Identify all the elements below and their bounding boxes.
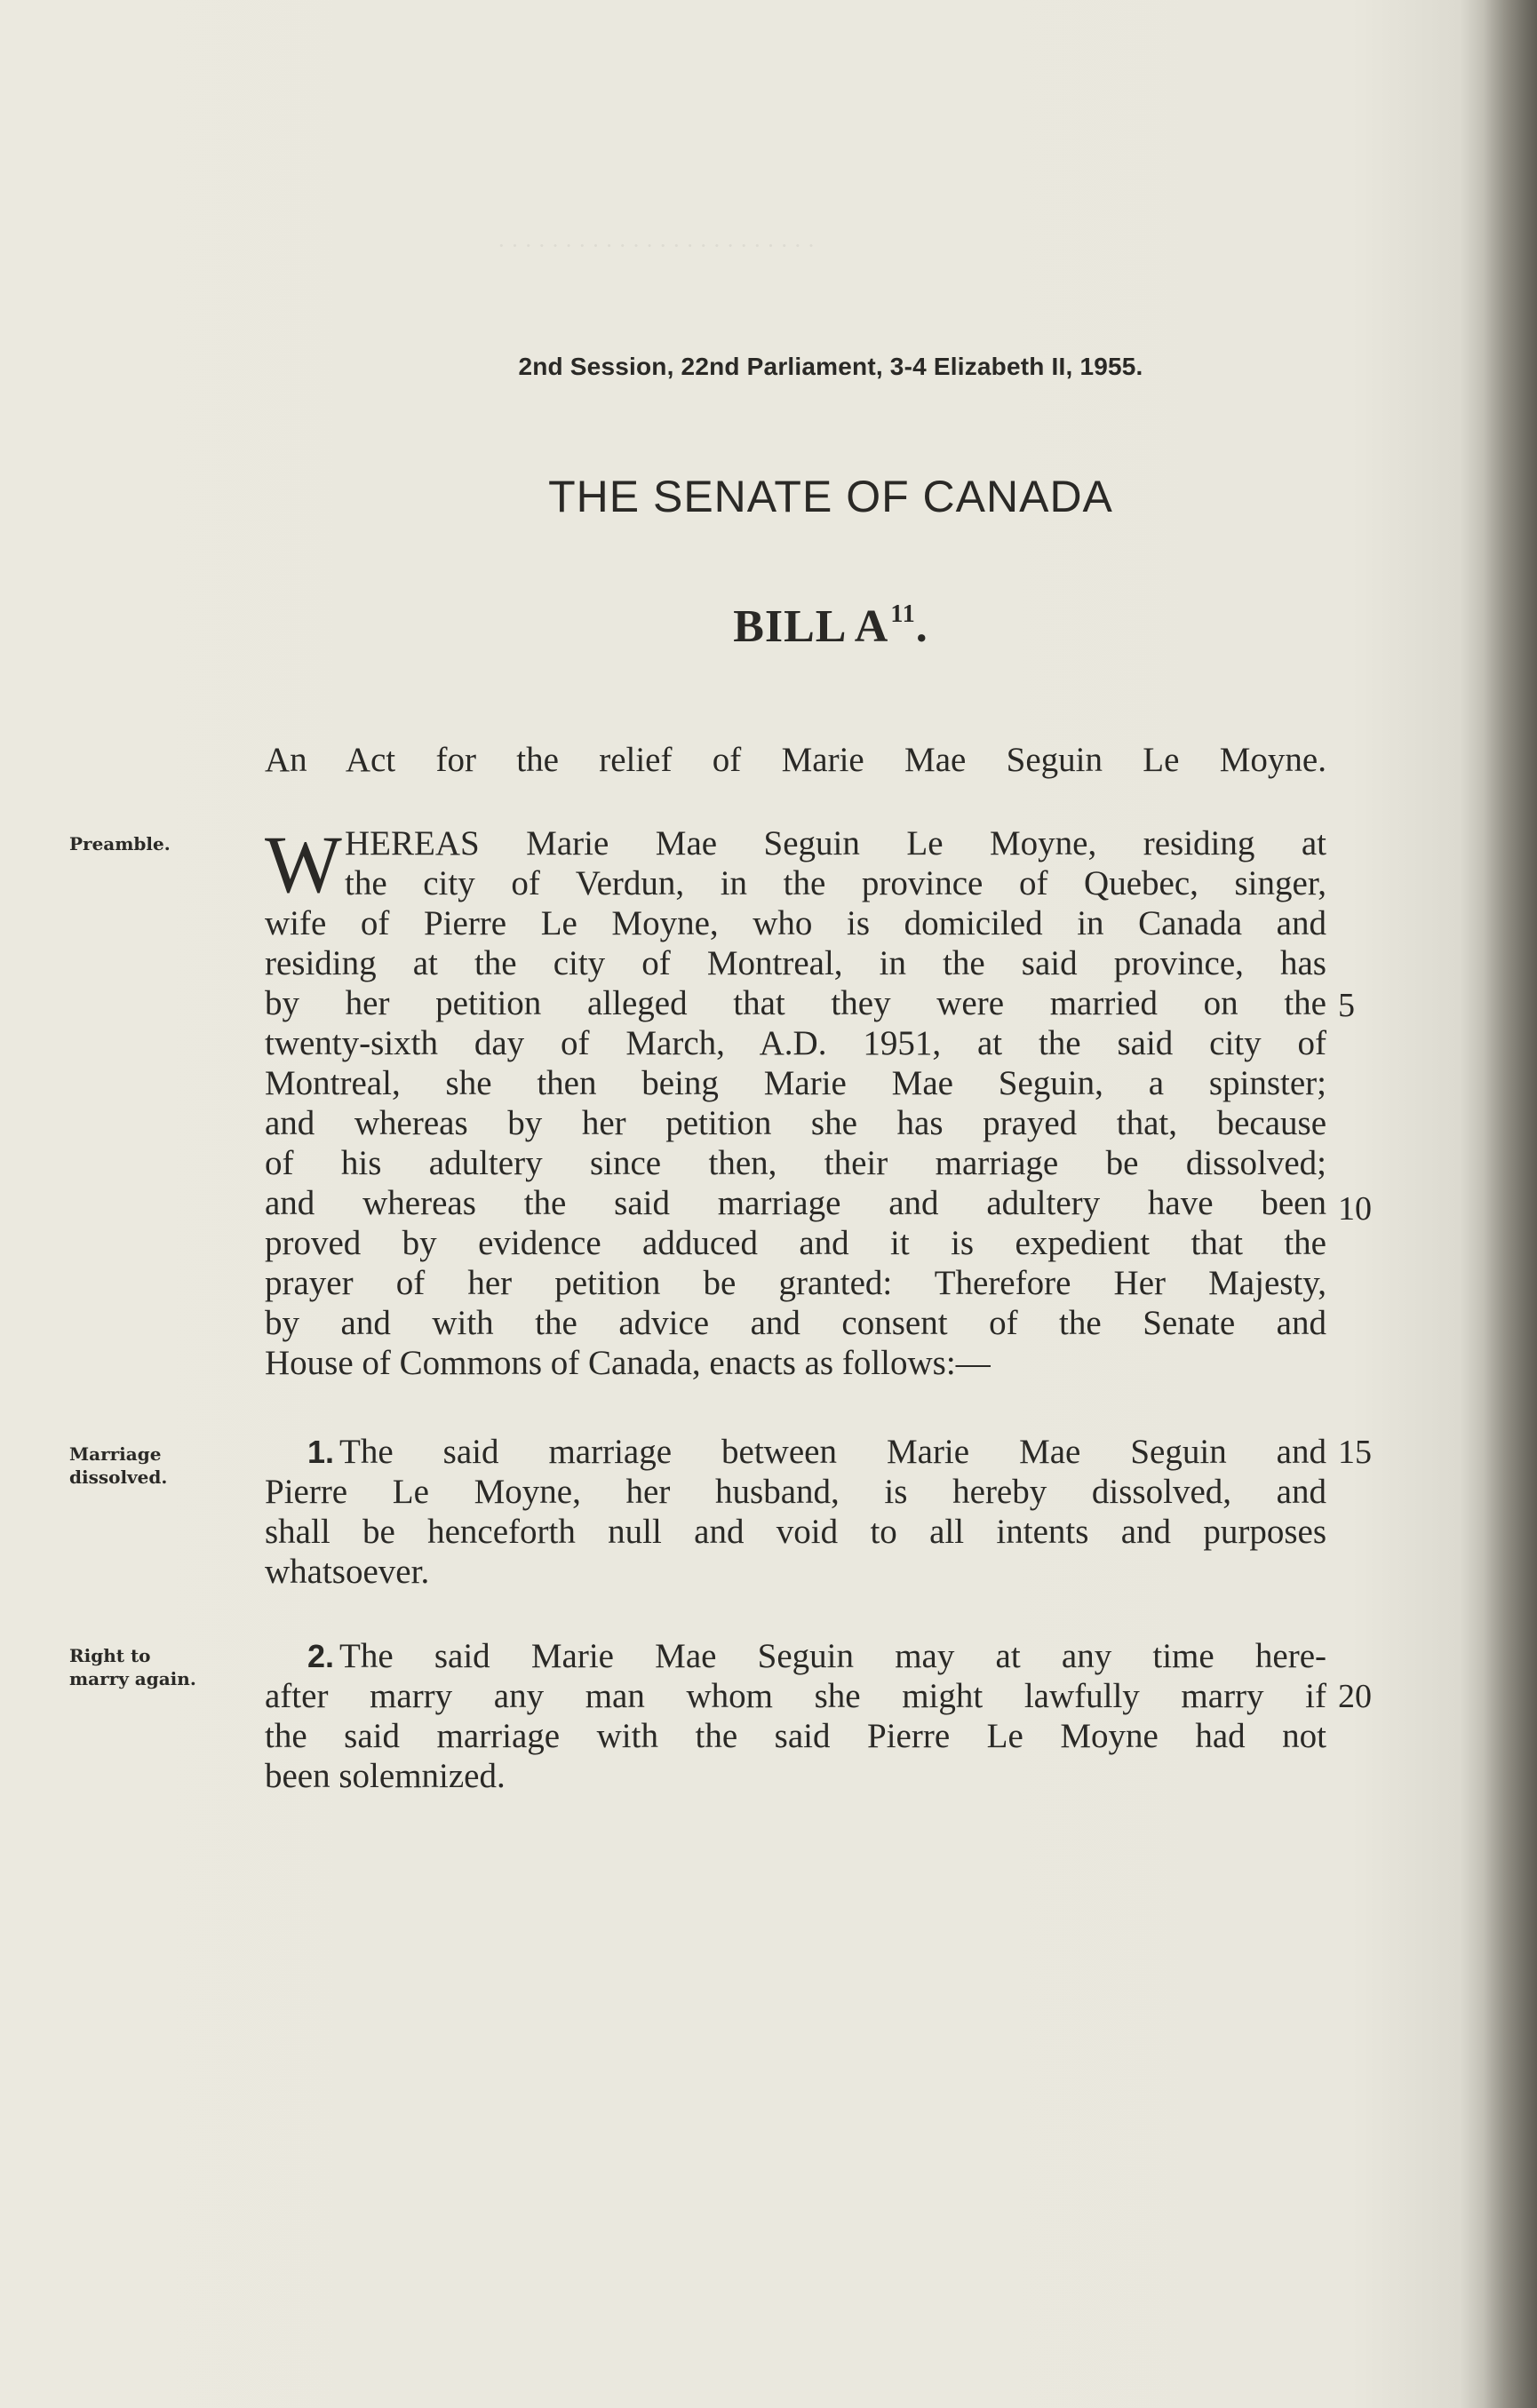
- bill-superscript: 11: [890, 600, 916, 628]
- margin-note-preamble: [69, 832, 247, 855]
- bill-number: [267, 600, 1395, 653]
- preamble-line: of his adultery since then, their marriage be dissolved;: [265, 1144, 1326, 1182]
- section-number: 1.: [307, 1434, 335, 1470]
- chamber-heading: THE SENATE OF CANADA: [548, 472, 1113, 521]
- preamble-line: residing at the city of Montreal, in the said province, has: [265, 944, 1326, 982]
- line-number: 15: [1338, 1434, 1372, 1471]
- preamble-line: and whereas the said marriage and adultery have been: [265, 1184, 1326, 1222]
- bill-period: .: [915, 601, 928, 652]
- section-line: whatsoever.: [265, 1553, 430, 1591]
- section-text: The said Marie Mae Seguin may at any time here-: [339, 1637, 1326, 1675]
- section-1: [265, 1432, 1326, 1592]
- preamble-line: proved by evidence adduced and it is expedient that the: [265, 1224, 1326, 1262]
- preamble-line: Montreal, she then being Marie Mae Seguin, a spinster;: [265, 1064, 1326, 1102]
- margin-note-marriage-dissolved: [69, 1442, 247, 1489]
- margin-note-line: Marriage: [69, 1443, 162, 1465]
- preamble-line: the city of Verdun, in the province of Quebec, singer,: [345, 864, 1326, 902]
- preamble-line: by and with the advice and consent of the Senate and: [265, 1304, 1326, 1342]
- margin-note-preamble-text: Preamble.: [69, 833, 171, 854]
- bill-label: BILL A: [733, 601, 889, 652]
- section-number: 2.: [307, 1638, 335, 1674]
- margin-note-line: Right to: [69, 1645, 151, 1666]
- section-line: after marry any man whom she might lawfully marry if: [265, 1677, 1326, 1715]
- preamble-line: by her petition alleged that they were married on the: [265, 984, 1326, 1022]
- preamble-line: and whereas by her petition she has prayed that, because: [265, 1104, 1326, 1142]
- preamble-line: HEREAS Marie Mae Seguin Le Moyne, residing at: [345, 824, 1326, 862]
- line-number: 10: [1338, 1190, 1372, 1228]
- section-line: the said marriage with the said Pierre Le Moyne had not: [265, 1717, 1326, 1755]
- section-line: [265, 1432, 1326, 1472]
- bill-long-title: An Act for the relief of Marie Mae Seguin Le Moyne.: [265, 741, 1326, 779]
- preamble-line: House of Commons of Canada, enacts as follows:—: [265, 1344, 991, 1382]
- section-line: shall be henceforth null and void to all intents and purposes: [265, 1513, 1326, 1551]
- section-text: The said marriage between Marie Mae Seguin and: [339, 1433, 1326, 1471]
- preamble-line: prayer of her petition be granted: Therefore Her Majesty,: [265, 1264, 1326, 1302]
- page-edge-shadow: [1484, 0, 1537, 2408]
- line-number: 20: [1338, 1678, 1372, 1715]
- section-line: [265, 1636, 1326, 1676]
- margin-note-right-to-marry: [69, 1644, 247, 1690]
- section-line: Pierre Le Moyne, her husband, is hereby dissolved, and: [265, 1473, 1326, 1511]
- drop-cap: W: [265, 819, 342, 910]
- line-number: 5: [1338, 987, 1355, 1024]
- section-2: [265, 1636, 1326, 1796]
- section-line: been solemnized.: [265, 1757, 506, 1795]
- preamble-paragraph: [265, 819, 1326, 1383]
- preamble-line: wife of Pierre Le Moyne, who is domiciled in Canada and: [265, 904, 1326, 942]
- session-line: 2nd Session, 22nd Parliament, 3-4 Elizabeth II, 1955.: [518, 353, 1143, 380]
- bleed-through-text: · · · · · · · · · · · · · · · · · · · · · · · ·: [498, 233, 816, 258]
- margin-note-line: dissolved.: [69, 1466, 168, 1488]
- margin-note-line: marry again.: [69, 1668, 196, 1689]
- preamble-line: twenty-sixth day of March, A.D. 1951, at the said city of: [265, 1024, 1326, 1062]
